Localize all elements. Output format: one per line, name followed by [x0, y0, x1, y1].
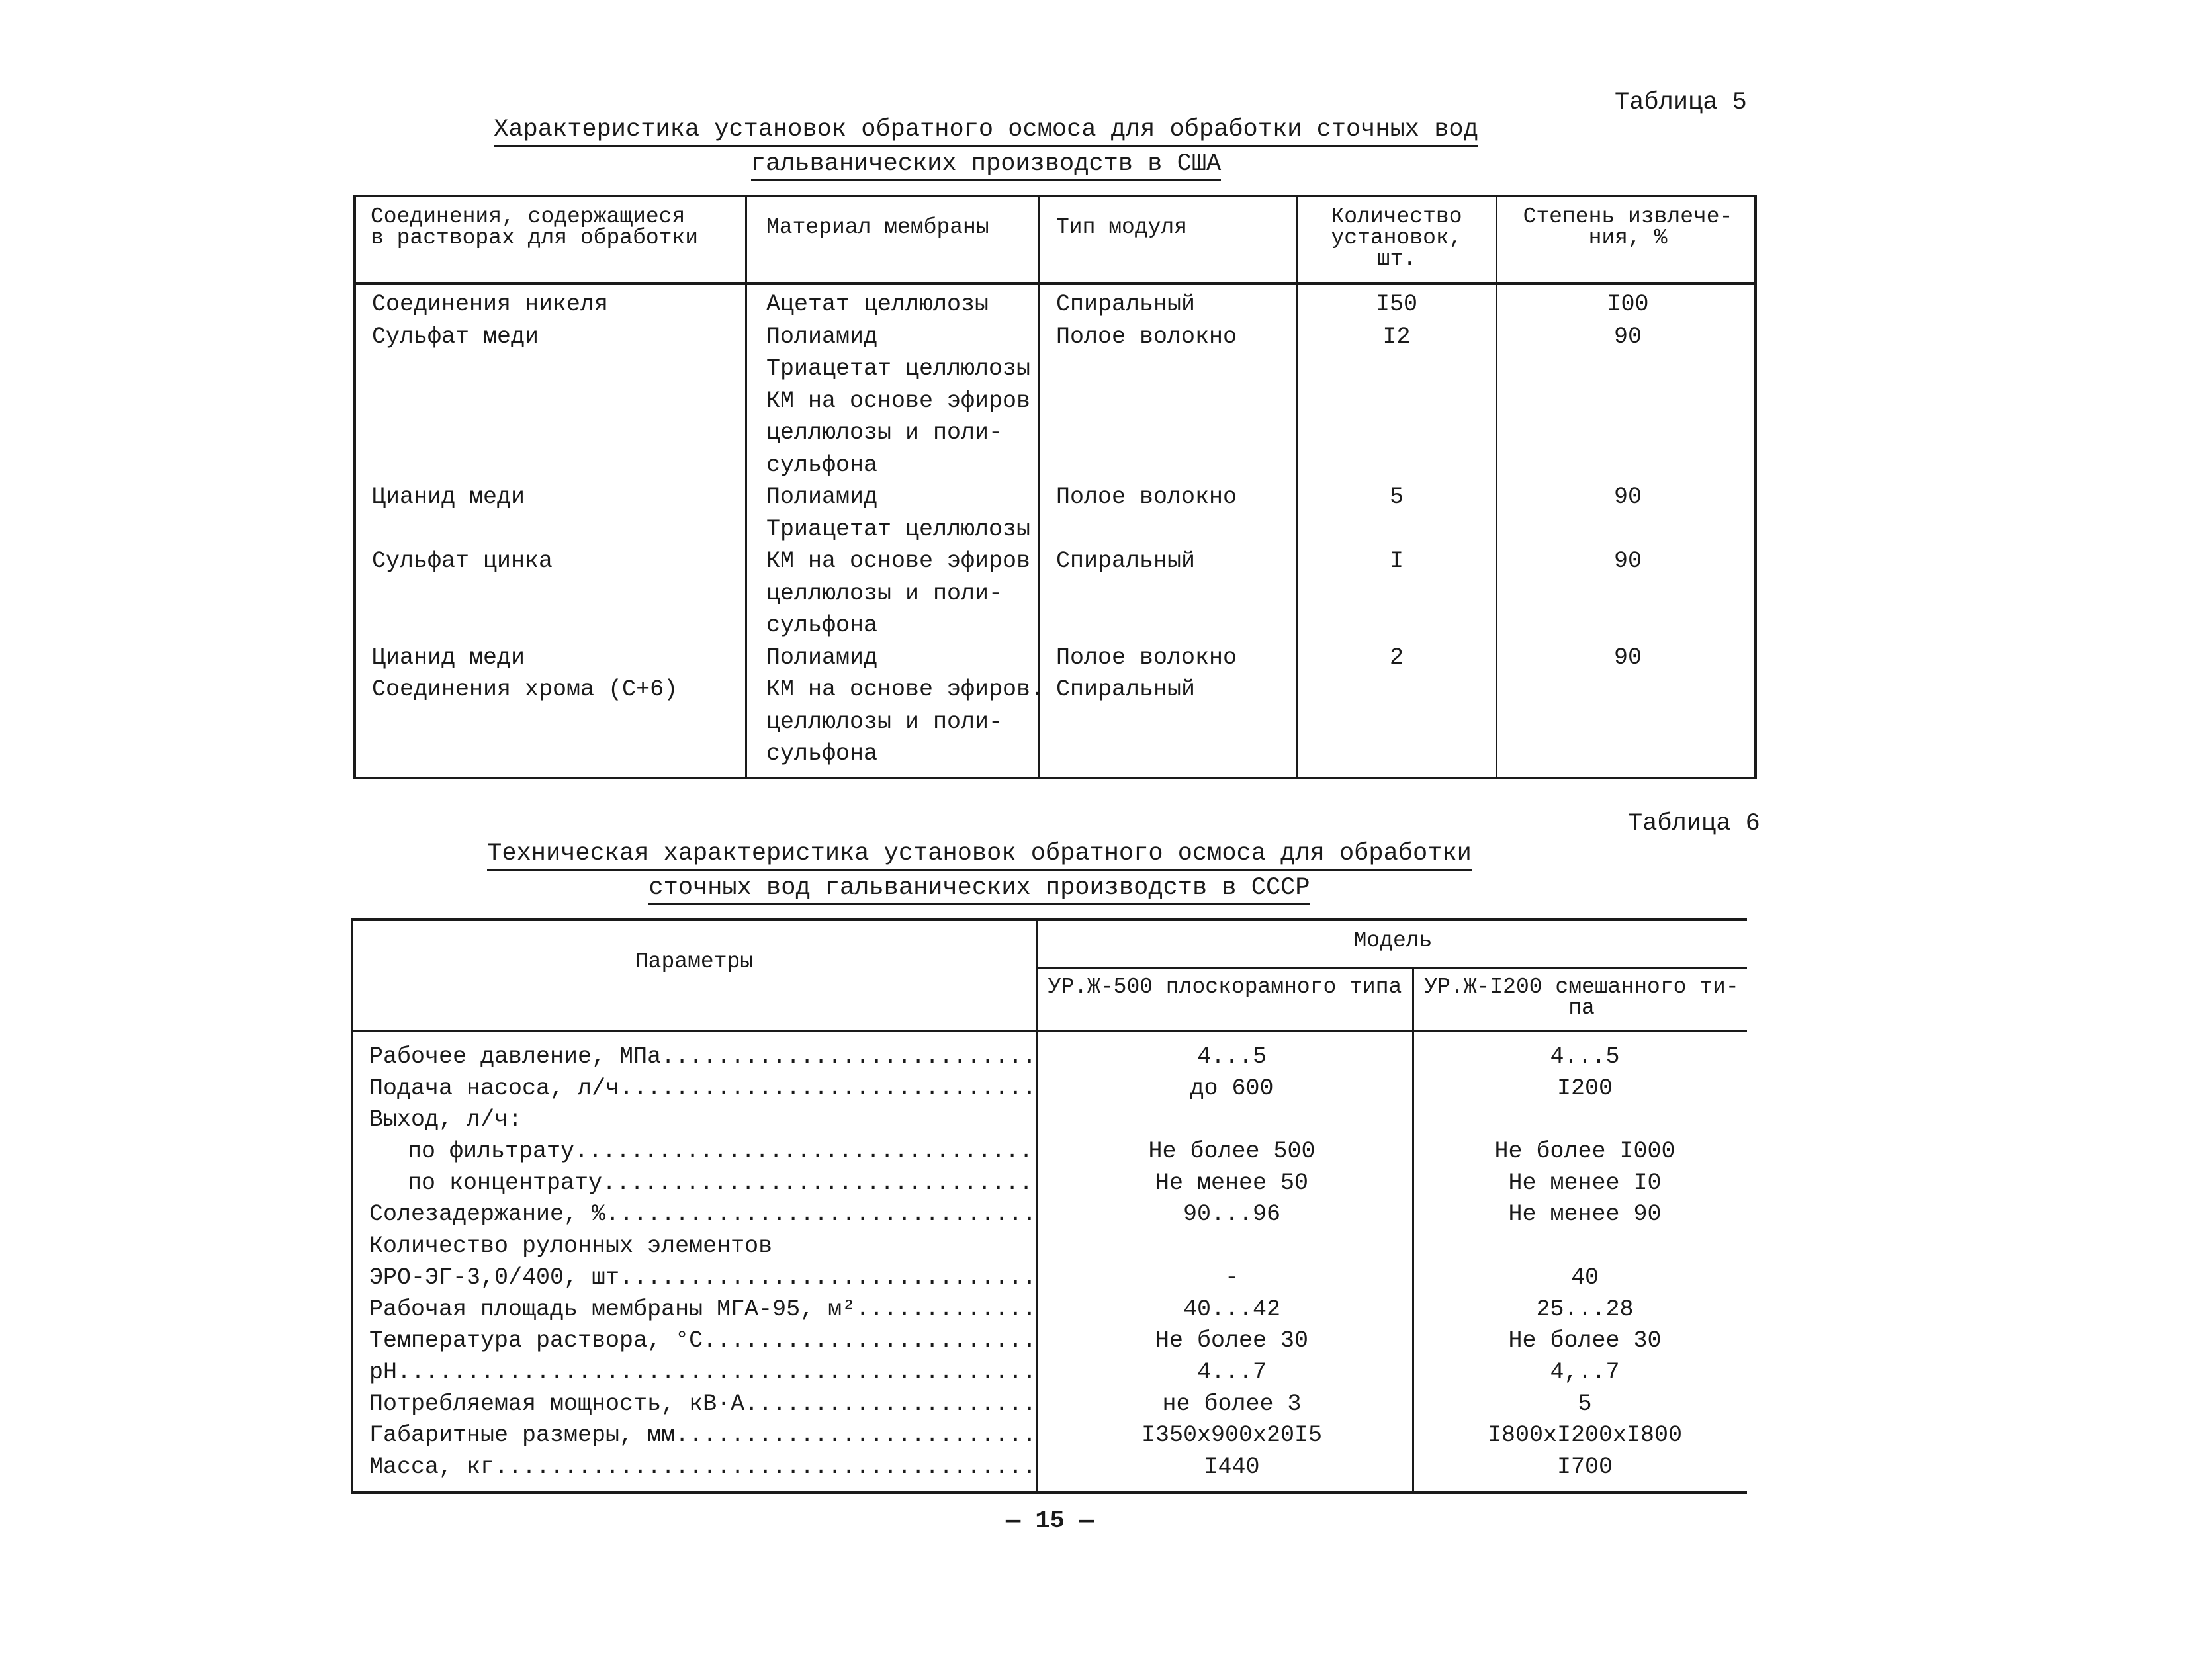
table5-cell-membrane: целлюлозы и поли-	[766, 580, 1003, 607]
table5-cell-module	[1056, 385, 1294, 418]
table5-title-line1: Характеристика установок обратного осмоса для обработки сточных вод	[494, 116, 1478, 147]
table6-param-text: ЭРО-ЭГ-3,0/400, шт	[369, 1264, 620, 1291]
header-text: установок,	[1331, 226, 1462, 250]
table6-param-text: по фильтрату	[408, 1138, 575, 1165]
table6-param	[369, 1073, 1035, 1105]
table6-param	[369, 1199, 1035, 1231]
table6-label: Таблица 6	[1628, 810, 1760, 838]
table6-header-divider	[353, 1030, 1747, 1032]
table6-row	[353, 1041, 1747, 1073]
table5-cell-module: Полое волокно	[1056, 323, 1237, 350]
table6-value-model1: Не более 30	[1155, 1327, 1309, 1354]
table6-row	[353, 1325, 1747, 1357]
table5-cell-compound: Соединения хрома (С+6)	[372, 676, 678, 703]
table5-cell-membrane: Полиамид	[766, 644, 878, 671]
table6-param	[369, 1231, 1035, 1262]
table5-cell-module	[1056, 353, 1294, 385]
table5-header-recovery	[1499, 206, 1757, 249]
table6-value-model2: I800xI200xI800	[1487, 1422, 1683, 1449]
table6-value-model1: I350x900x20I5	[1141, 1422, 1323, 1449]
table5-cell-module: Спиральный	[1056, 291, 1196, 318]
table5-cell-module	[1056, 706, 1294, 738]
table6-header-params: Параметры	[635, 950, 754, 974]
table6-value-model2: Не менее 90	[1508, 1201, 1662, 1228]
table6-param	[369, 1357, 1035, 1389]
table5-cell-recovery	[1499, 578, 1757, 610]
table5-cell-compound: Сульфат меди	[372, 323, 539, 350]
table5-cell-recovery	[1499, 706, 1757, 738]
table6-value-model1: 90...96	[1183, 1201, 1281, 1228]
table5-cell-recovery	[1499, 353, 1757, 385]
table5-cell-membrane: сульфона	[766, 612, 878, 639]
table5-cell-membrane: Полиамид	[766, 323, 878, 350]
table6-row	[353, 1231, 1747, 1262]
table6-param-text: Температура раствора, °С	[369, 1327, 703, 1354]
table5-cell-module	[1056, 609, 1294, 642]
table5-cell-compound	[372, 609, 742, 642]
table5-cell-count: 2	[1389, 644, 1404, 671]
table5-cell-compound	[372, 513, 742, 546]
table5-cell-compound	[372, 385, 742, 418]
table5-cell-count: 5	[1389, 484, 1404, 510]
table6-param-text: Выход, л/ч:	[369, 1106, 523, 1133]
table6-param	[369, 1041, 1035, 1073]
table6-value-model2: 4,..7	[1550, 1358, 1620, 1386]
table5-cell-count	[1299, 353, 1494, 385]
header-text: УР.Ж-I200 смешанного ти-	[1424, 975, 1739, 999]
table6-param	[369, 1104, 1035, 1136]
table6-title-line2: сточных вод гальванических производств в СССР	[648, 874, 1310, 905]
table5-cell-compound	[372, 738, 742, 770]
table6-param	[369, 1262, 1035, 1294]
table6-value-model1: не более 3	[1162, 1390, 1302, 1417]
table5-cell-module	[1056, 449, 1294, 482]
table5-cell-recovery	[1499, 609, 1757, 642]
table5-cell-module	[1056, 578, 1294, 610]
table5-cell-count	[1299, 578, 1494, 610]
table6-value-model1: Не менее 50	[1155, 1169, 1309, 1196]
table5-cell-count	[1299, 674, 1494, 706]
table5-cell-module	[1056, 513, 1294, 546]
table5-cell-membrane: КМ на основе эфиров	[766, 548, 1031, 574]
table5-cell-recovery: 90	[1613, 644, 1642, 671]
table5-cell-recovery	[1499, 449, 1757, 482]
table6-param-text: Рабочая площадь мембраны МГА-95, м²	[369, 1296, 856, 1323]
table6-value-model2: Не менее I0	[1508, 1169, 1662, 1196]
header-text: ния, %	[1588, 226, 1668, 250]
table6-value-model2: 40	[1570, 1264, 1599, 1291]
table6-row	[353, 1104, 1747, 1136]
table5-cell-recovery	[1499, 513, 1757, 546]
table5-cell-membrane: Триацетат целлюлозы	[766, 355, 1031, 382]
table6-value-model2: I700	[1556, 1453, 1613, 1480]
table5-cell-membrane: сульфона	[766, 451, 878, 478]
table6-header-model2	[1416, 977, 1747, 1019]
table5-header-divider	[356, 282, 1754, 285]
table6-param	[369, 1294, 1035, 1326]
table5-cell-count	[1299, 417, 1494, 449]
table5-cell-compound	[372, 706, 742, 738]
table5-header-compounds	[371, 206, 741, 249]
table5-cell-recovery: 90	[1613, 323, 1642, 350]
table6-param-text: по концентрату	[408, 1169, 603, 1196]
table6-rows	[353, 1041, 1747, 1483]
table6-value-model1: I440	[1204, 1453, 1260, 1480]
table5-col-recovery	[1499, 288, 1757, 770]
table5-cell-recovery: 90	[1613, 484, 1642, 510]
table5-cell-compound: Соединения никеля	[372, 291, 609, 318]
table5-header-count	[1299, 206, 1494, 270]
table6-param	[369, 1389, 1035, 1421]
table6-param-text: Подача насоса, л/ч	[369, 1075, 620, 1102]
table5-cell-compound: Цианид меди	[372, 484, 525, 510]
table6-row	[353, 1199, 1747, 1231]
table5-cell-recovery	[1499, 417, 1757, 449]
table5-cell-count: I	[1389, 548, 1404, 574]
table5-col-compounds	[372, 288, 742, 770]
table6-row	[353, 1136, 1747, 1168]
header-text: шт.	[1376, 247, 1417, 271]
table6-param	[408, 1136, 1035, 1168]
table6-param-text: Рабочее давление, МПа	[369, 1043, 662, 1070]
table5-label: Таблица 5	[1615, 89, 1747, 116]
table5-cell-count	[1299, 609, 1494, 642]
table6-row	[353, 1073, 1747, 1105]
table6-value-model2: 5	[1578, 1390, 1592, 1417]
table5-cell-module: Спиральный	[1056, 676, 1196, 703]
table6-header-model: Модель	[1353, 928, 1433, 953]
table5-cell-membrane: целлюлозы и поли-	[766, 708, 1003, 735]
table5-cell-compound	[372, 578, 742, 610]
table5-cell-module: Спиральный	[1056, 548, 1196, 574]
table5-cell-count	[1299, 738, 1494, 770]
table6-title-line1: Техническая характеристика установок обратного осмоса для обработки	[487, 840, 1472, 871]
table6-param	[369, 1452, 1035, 1483]
table6-param	[408, 1168, 1035, 1200]
header-text: па	[1568, 996, 1595, 1020]
table5-cell-module: Полое волокно	[1056, 644, 1237, 671]
table6-param	[369, 1325, 1035, 1357]
table6-value-model1: -	[1224, 1264, 1239, 1291]
table5-cell-membrane: целлюлозы и поли-	[766, 420, 1003, 446]
table5-cell-module	[1056, 738, 1294, 770]
table5-header-membrane: Материал мембраны	[766, 215, 989, 240]
table6-value-model2: Не более 30	[1508, 1327, 1662, 1354]
table6-value-model2: Не более I000	[1494, 1138, 1675, 1165]
header-text: в растворах для обработки	[371, 226, 699, 250]
table6-value-model1: 4...7	[1196, 1358, 1267, 1386]
table6-row	[353, 1262, 1747, 1294]
table6-value-model1: 4...5	[1196, 1043, 1267, 1070]
table5-cell-count	[1299, 513, 1494, 546]
table6-row	[353, 1420, 1747, 1452]
table6-value-model1: Не более 500	[1148, 1138, 1316, 1165]
table5-cell-recovery: 90	[1613, 548, 1642, 574]
table5-header-module: Тип модуля	[1056, 215, 1188, 240]
table5	[353, 195, 1757, 779]
table5-cell-module	[1056, 417, 1294, 449]
table5-col-module	[1056, 288, 1294, 770]
table5-cell-recovery	[1499, 738, 1757, 770]
table6-value-model2: I200	[1556, 1075, 1613, 1102]
table6-param-text: Количество рулонных элементов	[369, 1233, 773, 1260]
table5-cell-count	[1299, 385, 1494, 418]
table6-param-text: Солезадержание, %	[369, 1201, 606, 1228]
table5-col-membrane	[766, 288, 1045, 770]
table6-param-text: рН	[369, 1358, 398, 1386]
table5-cell-membrane: КМ на основе эфиров	[766, 387, 1031, 414]
table5-cell-count: I50	[1375, 291, 1417, 318]
table5-cell-compound	[372, 449, 742, 482]
table6-row	[353, 1389, 1747, 1421]
table5-cell-compound: Цианид меди	[372, 644, 525, 671]
table5-cell-count: I2	[1382, 323, 1411, 350]
table5-cell-membrane: Триацетат целлюлозы	[766, 515, 1031, 543]
table5-cell-recovery: I00	[1607, 291, 1649, 318]
table6-model-divider	[1038, 967, 1747, 969]
table5-cell-count	[1299, 449, 1494, 482]
table5-cell-membrane: КМ на основе эфиров.	[766, 676, 1045, 703]
table5-cell-membrane: Полиамид	[766, 484, 878, 510]
table6-value-model2: 4...5	[1550, 1043, 1620, 1070]
table5-cell-module: Полое волокно	[1056, 484, 1237, 510]
table6-param-text: Габаритные размеры, мм	[369, 1422, 676, 1449]
table6-param-text: Масса, кг	[369, 1453, 495, 1480]
table5-cell-compound	[372, 417, 742, 449]
table5-cell-compound	[372, 353, 742, 385]
header-text: Соединения, содержащиеся	[371, 204, 686, 229]
table5-cell-membrane: сульфона	[766, 740, 878, 767]
table6-row	[353, 1294, 1747, 1326]
table6-row	[353, 1168, 1747, 1200]
table6-title	[463, 836, 1496, 905]
table5-title	[463, 112, 1509, 181]
table5-title-line2: гальванических производств в США	[751, 150, 1222, 181]
header-text: Количество	[1331, 204, 1462, 229]
table6-param-text: Потребляемая мощность, кВ·А	[369, 1390, 745, 1417]
table5-cell-membrane: Ацетат целлюлозы	[766, 291, 989, 318]
table6-param	[369, 1420, 1035, 1452]
table6-value-model1: 40...42	[1183, 1296, 1281, 1323]
table6-value-model1: до 600	[1190, 1075, 1274, 1102]
table5-cell-recovery	[1499, 674, 1757, 706]
table6-header-model1: УР.Ж-500 плоскорамного типа	[1048, 975, 1402, 999]
table5-cell-count	[1299, 706, 1494, 738]
table6-value-model2: 25...28	[1536, 1296, 1634, 1323]
table5-col-count	[1299, 288, 1494, 770]
table5-cell-recovery	[1499, 385, 1757, 418]
page-number: — 15 —	[1006, 1507, 1094, 1535]
table6-row	[353, 1452, 1747, 1483]
table6	[351, 918, 1747, 1494]
table6-row	[353, 1357, 1747, 1389]
header-text: Степень извлече-	[1523, 204, 1733, 229]
table5-cell-compound: Сульфат цинка	[372, 548, 553, 574]
